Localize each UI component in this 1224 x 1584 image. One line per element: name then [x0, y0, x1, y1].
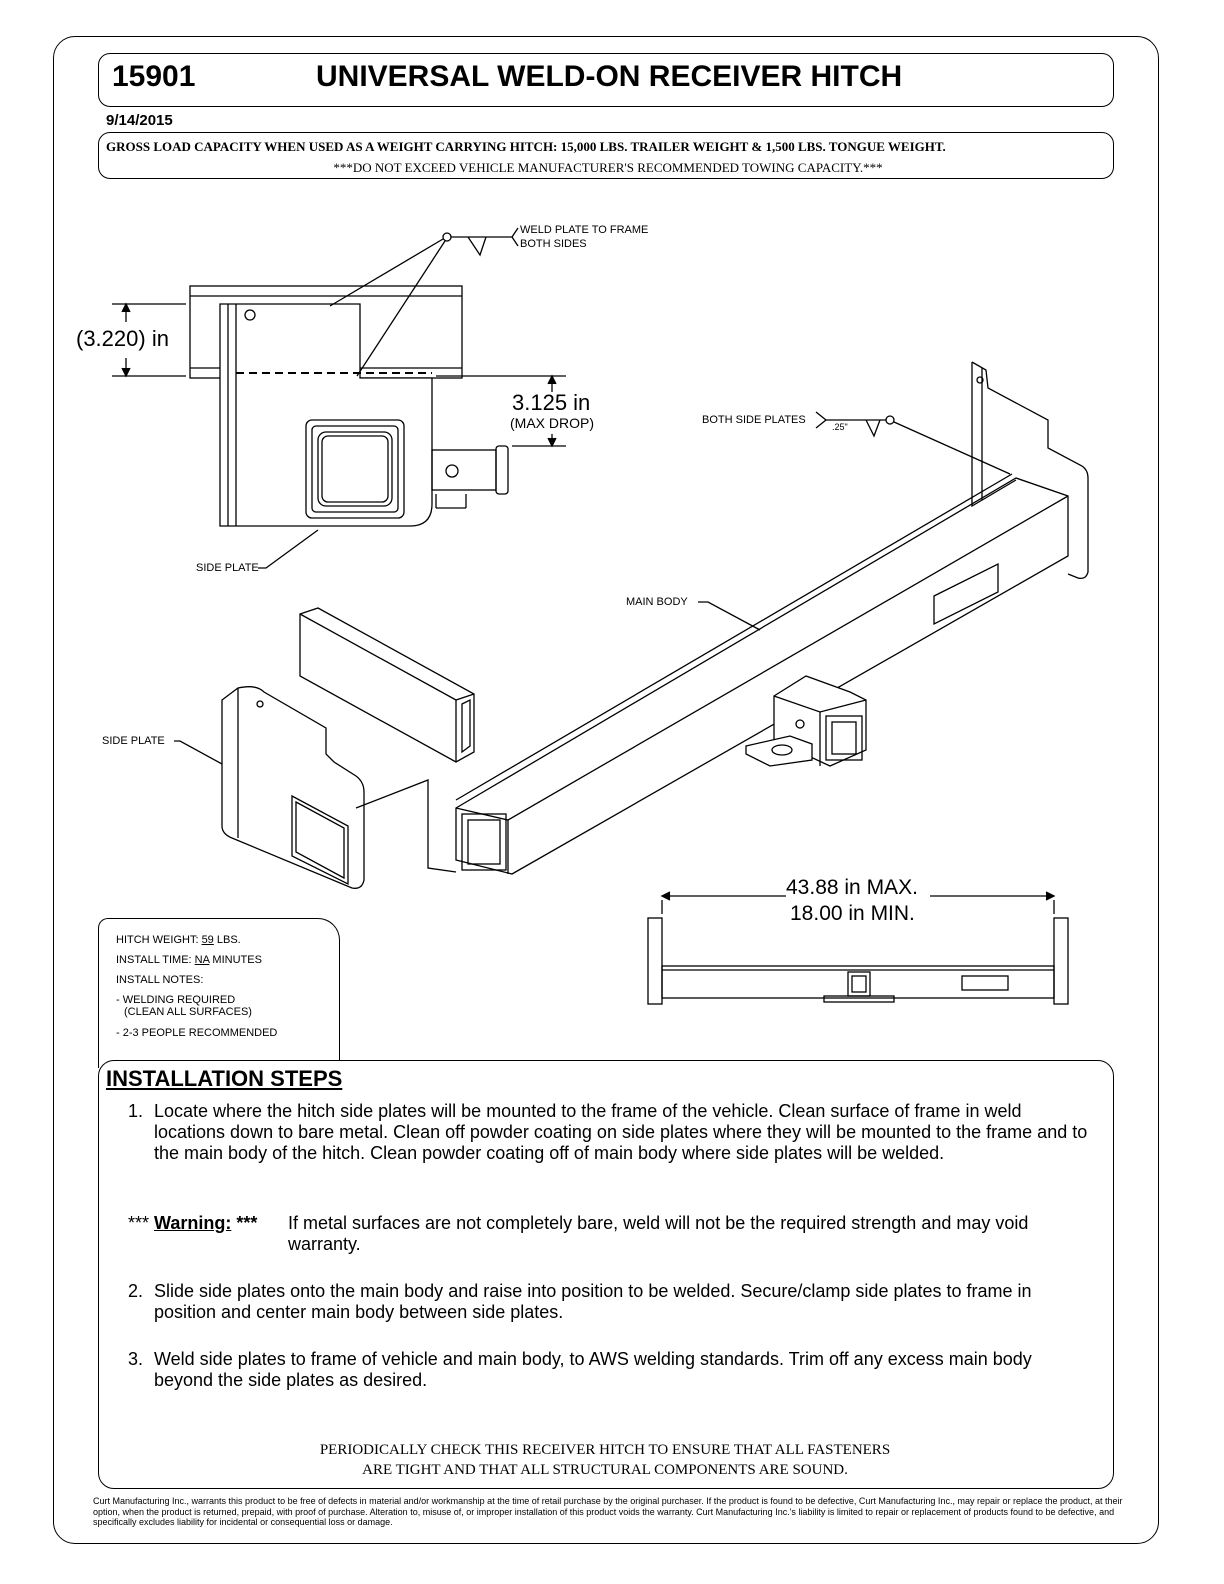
- width-min-label: 18.00 in MIN.: [790, 902, 915, 925]
- document-title: UNIVERSAL WELD-ON RECEIVER HITCH: [316, 60, 903, 93]
- step-text: Weld side plates to frame of vehicle and main body, to AWS welding standards. Trim off any excess main body beyond the side plates as desired.: [154, 1349, 1032, 1390]
- install-note-people: - 2-3 PEOPLE RECOMMENDED: [116, 1027, 278, 1039]
- installation-step-2: [128, 1281, 1088, 1323]
- install-notes-label: INSTALL NOTES:: [116, 974, 204, 986]
- part-number: 15901: [112, 60, 196, 93]
- installation-step-1: [128, 1101, 1088, 1164]
- side-plate-leader-1: [258, 530, 318, 568]
- capacity-statement: GROSS LOAD CAPACITY WHEN USED AS A WEIGHT CARRYING HITCH: 15,000 LBS. TRAILER WEIGHT & 1,500 LBS. TONGUE WEIGHT.: [106, 139, 946, 154]
- towing-warning: ***DO NOT EXCEED VEHICLE MANUFACTURER'S RECOMMENDED TOWING CAPACITY.***: [333, 160, 883, 175]
- main-body-label: MAIN BODY: [626, 596, 688, 608]
- periodic-check-line1: PERIODICALLY CHECK THIS RECEIVER HITCH TO ENSURE THAT ALL FASTENERS: [319, 1442, 891, 1458]
- weld-size-label: .25": [832, 422, 848, 432]
- side-plate-label-top: SIDE PLATE: [196, 562, 259, 574]
- step-number: 3.: [128, 1349, 144, 1369]
- step-number: 1.: [128, 1101, 144, 1121]
- install-time: [116, 954, 262, 966]
- step-text: Locate where the hitch side plates will be mounted to the frame of the vehicle. Clean surface of frame in weld locations down to bare metal. Clean off powder coating on side plates where they will be mounted to the frame and to the main body of the hitch. Clean powder coating off of main body where side plates will be welded.: [154, 1101, 1088, 1163]
- side-plate-label-exploded: SIDE PLATE: [102, 735, 165, 747]
- document-date: 9/14/2015: [106, 112, 173, 129]
- hitch-weight-unit: LBS.: [216, 934, 241, 946]
- side-plate-leader-2: [174, 741, 222, 764]
- dimension-height-label: (3.220) in: [76, 326, 169, 351]
- weld-note-line1: WELD PLATE TO FRAME: [520, 224, 649, 236]
- step-text: Slide side plates onto the main body and raise into position to be welded. Secure/clamp side plates to frame in position and center main body between side plates.: [154, 1281, 1032, 1322]
- side-plate-side-view: [220, 304, 508, 526]
- width-max-label: 43.88 in MAX.: [786, 876, 918, 899]
- max-drop-note: (MAX DROP): [510, 415, 594, 431]
- step-number: 2.: [128, 1281, 144, 1301]
- install-note-welding: - WELDING REQUIRED: [116, 994, 236, 1006]
- installation-heading: INSTALLATION STEPS: [106, 1066, 343, 1091]
- warning-label: *** Warning: ***: [128, 1213, 258, 1233]
- warning-text: If metal surfaces are not completely bare, weld will not be the required strength and may void warranty.: [288, 1213, 1029, 1254]
- periodic-check-line2: ARE TIGHT AND THAT ALL STRUCTURAL COMPONENTS ARE SOUND.: [362, 1462, 848, 1478]
- hitch-weight-value: 59: [201, 934, 214, 946]
- weld-note-line2: BOTH SIDES: [520, 238, 587, 250]
- installation-step-3: [128, 1349, 1088, 1391]
- dimension-drop-label: 3.125 in: [512, 390, 591, 415]
- install-time-unit: MINUTES: [212, 954, 262, 966]
- install-time-label: INSTALL TIME:: [116, 954, 192, 966]
- both-side-plates-label: BOTH SIDE PLATES: [702, 414, 806, 426]
- hitch-weight-label: HITCH WEIGHT:: [116, 934, 199, 946]
- hitch-weight: [116, 934, 241, 946]
- warranty-text: Curt Manufacturing Inc., warrants this product to be free of defects in material and/or workmanship at the time of retail purchase by the original purchaser. If the product is found to be defective, Curt Manufacturing Inc., may repair or replace the product, at their option, when the product is returned, prepaid, with proof of purchase. Alteration to, misuse of, or improper installation of this product voids the warranty. Curt Manufacturing Inc.'s liability is limited to repair or replacement of products found to be defective, and specifically excludes liability for incidental or consequential loss or damage.: [93, 1496, 1123, 1527]
- install-note-clean: (CLEAN ALL SURFACES): [124, 1006, 252, 1018]
- install-time-value: NA: [194, 954, 210, 966]
